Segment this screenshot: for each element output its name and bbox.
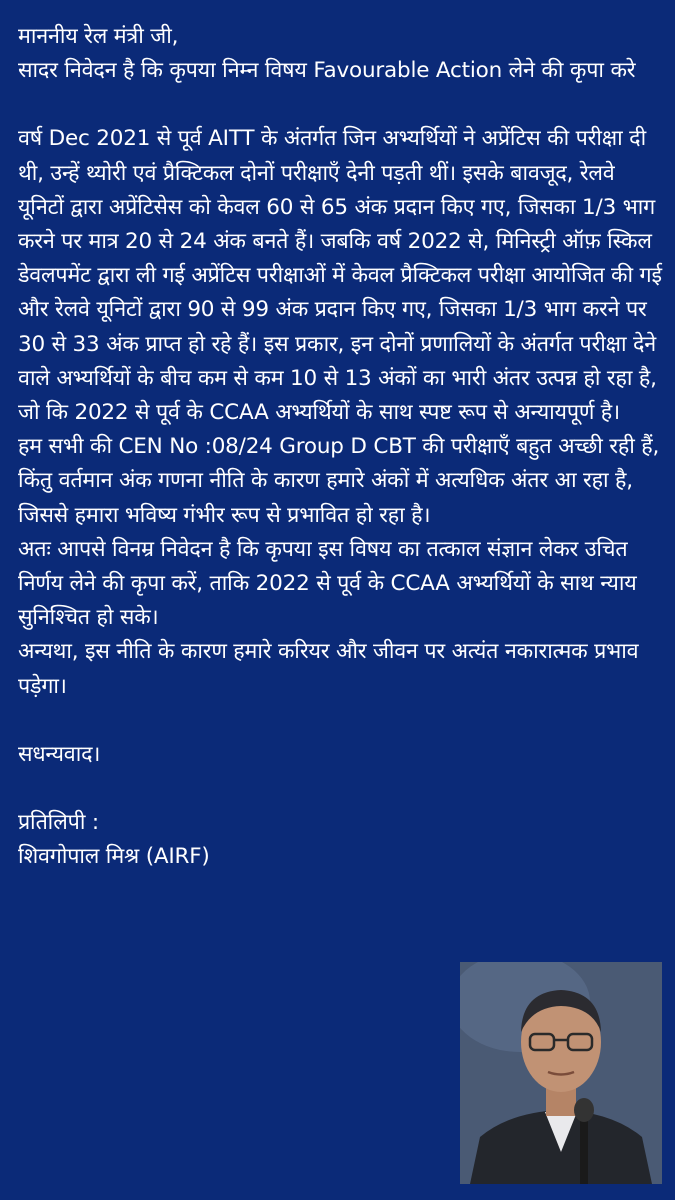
paragraph-request: अतः आपसे विनम्र निवेदन है कि कृपया इस विषय का तत्काल संज्ञान लेकर उचित निर्णय लेने की कृपा करें, ताकि 2022 से पूर्व के CCAA अभ्यर्थियों के साथ न्याय सुनिश्चित हो सके। xyxy=(18,536,637,631)
spacer xyxy=(18,772,663,806)
paragraph-impact: अन्यथा, इस नीति के कारण हमारे करियर और जीवन पर अत्यंत नकारात्मक प्रभाव पड़ेगा। xyxy=(18,639,639,699)
portrait-illustration xyxy=(460,962,662,1184)
paragraph-cbt-exam: हम सभी की CEN No :08/24 Group D CBT की परीक्षाएँ बहुत अच्छी रही हैं, किंतु वर्तमान अंक गणना नीति के कारण हमारे अंकों में अत्यधिक अंतर आ रहा है, जिससे हमारा भविष्य गंभीर रूप से प्रभावित हो रहा है। xyxy=(18,434,660,528)
cc-name: शिवगोपाल मिश्र (AIRF) xyxy=(18,844,210,870)
cc-label: प्रतिलिपी : xyxy=(18,810,99,836)
spacer xyxy=(18,704,663,738)
closing-thanks: सधन्यवाद। xyxy=(18,741,101,767)
paragraph-aitt-marks: वर्ष Dec 2021 से पूर्व AITT के अंतर्गत जिन अभ्यर्थियों ने अप्रेंटिस की परीक्षा दी थी, उन्हें थ्योरी एवं प्रैक्टिकल दोनों परीक्षाएँ देनी पड़ती थीं। इसके बावजूद, रेलवे यूनिटों द्वारा अप्रेंटिसेस को केवल 60 से 65 अंक प्रदान किए गए, जिसका 1/3 भाग करने पर मात्र 20 से 24 अंक बनते हैं। जबकि वर्ष 2022 से, मिनिस्ट्री ऑफ़ स्किल डेवलपमेंट द्वारा ली गई अप्रेंटिस परीक्षाओं में केवल प्रैक्टिकल परीक्षा आयोजित की गई और रेलवे यूनिटों द्वारा 90 से 99 अंक प्रदान किए गए, जिसका 1/3 भाग करने पर 30 से 33 अंक प्राप्त हो रहे हैं। इस प्रकार, इन दोनों प्रणालियों के अंतर्गत परीक्षा देने वाले अभ्यर्थियों के बीच कम से कम 10 से 13 अंकों का भारी अंतर उत्पन्न हो रहा है, जो कि 2022 से पूर्व के CCAA अभ्यर्थियों के साथ स्पष्ट रूप से अन्यायपूर्ण है। xyxy=(18,126,662,426)
minister-portrait-photo xyxy=(460,962,662,1184)
spacer xyxy=(18,88,663,122)
salutation: माननीय रेल मंत्री जी, xyxy=(18,24,179,49)
letter-body xyxy=(18,20,663,874)
request-line: सादर निवेदन है कि कृपया निम्न विषय Favourable Action लेने की कृपा करे xyxy=(18,58,636,84)
